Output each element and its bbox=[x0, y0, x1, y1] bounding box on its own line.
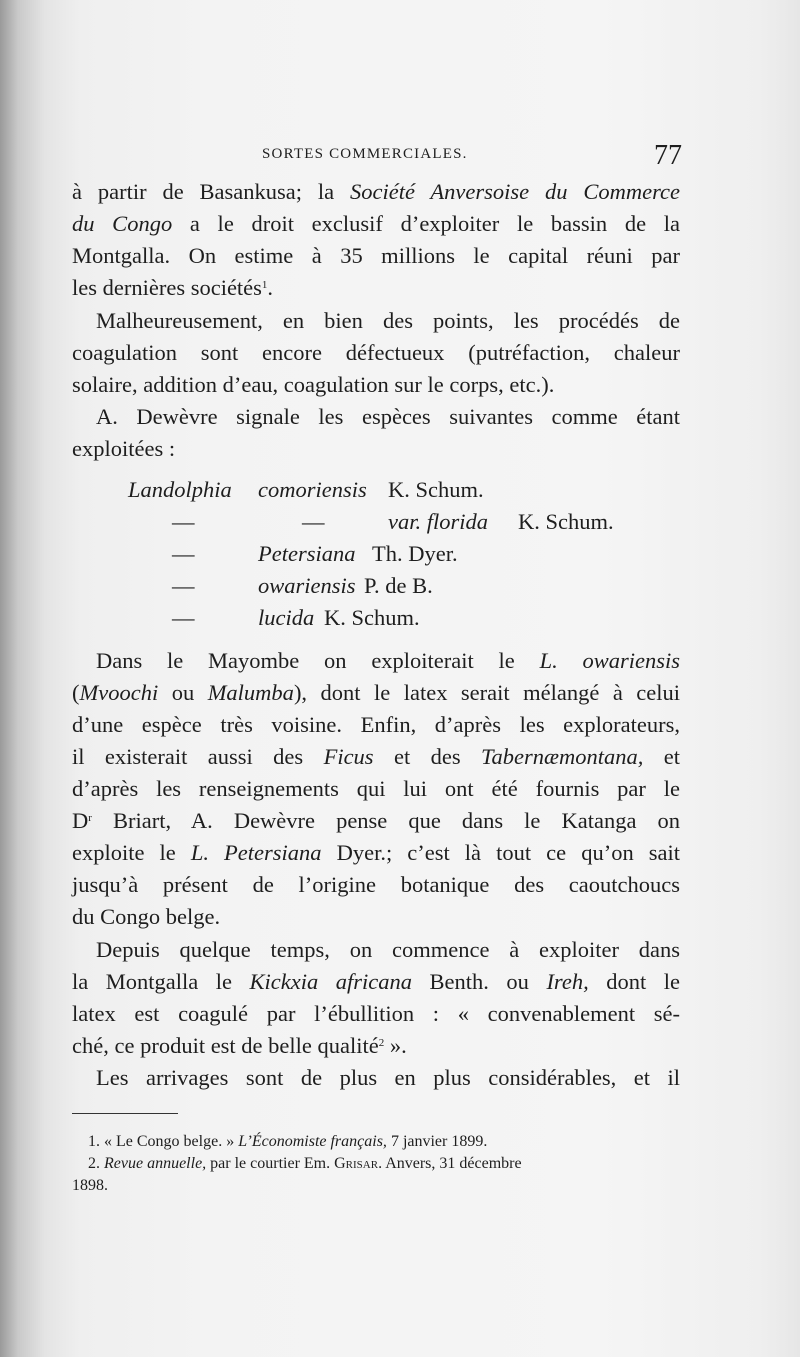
text-line: les dernières sociétés$^1$. bbox=[72, 275, 274, 300]
text-line: Montgalla. On estime à 35 millions le capital réuni par bbox=[72, 243, 680, 268]
footnote-2: 2. Revue annuelle, par le courtier Em. Grisar. Anvers, 31 décembre bbox=[88, 1155, 522, 1172]
text-line: $D^r$ Briart, A. Dewèvre pense que dans le Katanga on bbox=[72, 808, 680, 833]
text-line: du Congo a le droit exclusif d’exploiter le bassin de la bbox=[72, 211, 680, 236]
species-row: — owariensis P. de B. bbox=[172, 573, 433, 598]
footnote-ref: 1 bbox=[261, 279, 268, 291]
text-line: du Congo belge. bbox=[72, 904, 221, 929]
footnote-ref: 2 bbox=[378, 1037, 385, 1049]
species-row: — lucida K. Schum. bbox=[172, 605, 420, 630]
footnote-1: 1. « Le Congo belge. » L’Économiste français, 7 janvier 1899. bbox=[88, 1133, 488, 1150]
text-line: latex est coagulé par l’ébullition : « convenablement sé- bbox=[72, 1001, 680, 1026]
text-line: jusqu’à présent de l’origine botanique des caoutchoucs bbox=[72, 872, 680, 897]
text-line: A. Dewèvre signale les espèces suivantes comme étant bbox=[96, 404, 680, 429]
paragraph-2 bbox=[72, 305, 680, 401]
paragraph-6 bbox=[72, 1062, 680, 1094]
paragraph-1 bbox=[72, 176, 680, 304]
text-line: Les arrivages sont de plus en plus considérables, et il bbox=[96, 1065, 680, 1090]
text-line: d’après les renseignements qui lui ont été fournis par le bbox=[72, 776, 680, 801]
species-list bbox=[72, 477, 680, 637]
running-title: SORTES COMMERCIALES. bbox=[262, 146, 468, 162]
text-line: Depuis quelque temps, on commence à exploiter dans bbox=[96, 937, 680, 962]
text-line: d’une espèce très voisine. Enfin, d’après les explorateurs, bbox=[72, 712, 680, 737]
text-line: (Mvoochi ou Malumba), dont le latex serait mélangé à celui bbox=[72, 680, 681, 705]
paragraph-5 bbox=[72, 934, 680, 1062]
text-line: à partir de Basankusa; la Société Anversoise du Commerce bbox=[72, 179, 680, 204]
text-line: exploite le L. Petersiana Dyer.; c’est là tout ce qu’on sait bbox=[72, 840, 680, 865]
text-line: Dans le Mayombe on exploiterait le L. owariensis bbox=[96, 648, 681, 673]
text-line: solaire, addition d’eau, coagulation sur le corps, etc.). bbox=[72, 372, 555, 397]
footnote-2-continued: 1898. bbox=[72, 1177, 108, 1194]
text-line: coagulation sont encore défectueux (putréfaction, chaleur bbox=[72, 340, 680, 365]
species-row: — — var. florida K. Schum. bbox=[172, 509, 614, 534]
text-line: la Montgalla le Kickxia africana Benth. ou Ireh, dont le bbox=[72, 969, 680, 994]
page-header bbox=[72, 140, 680, 180]
species-row: — Petersiana Th. Dyer. bbox=[172, 541, 458, 566]
text-line: ché, ce produit est de belle qualité$^2$ ». bbox=[72, 1033, 407, 1058]
text-line: il existerait aussi des Ficus et des Tabernæmontana, et bbox=[72, 744, 680, 769]
species-row: Landolphia comoriensis K. Schum. bbox=[128, 477, 484, 502]
text-line: Malheureusement, en bien des points, les procédés de bbox=[96, 308, 680, 333]
page-number: 77 bbox=[654, 140, 682, 171]
text-line: exploitées : bbox=[72, 436, 176, 461]
paragraph-4 bbox=[72, 645, 680, 933]
paragraph-3 bbox=[72, 401, 680, 465]
footnotes bbox=[72, 1131, 680, 1197]
footnote-divider bbox=[72, 1113, 178, 1114]
